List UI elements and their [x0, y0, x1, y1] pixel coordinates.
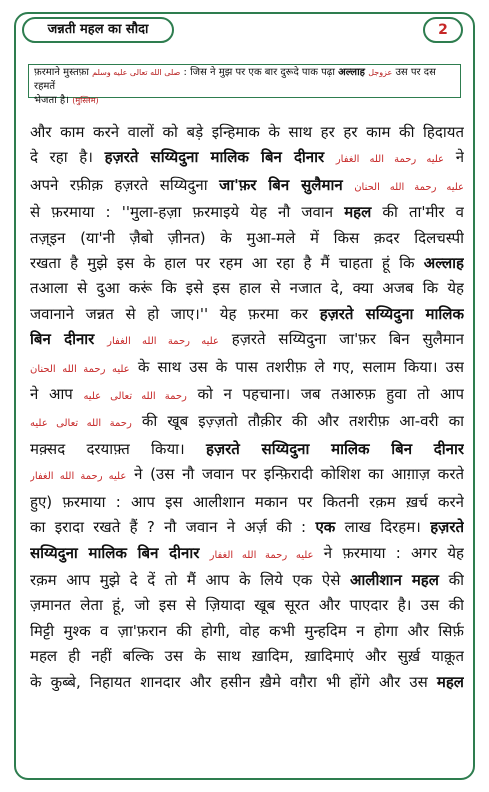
- hadith-text-c: भेजता है।: [34, 95, 70, 106]
- body-line: [30, 200, 464, 225]
- hadith-bold: अल्लाह: [338, 67, 365, 78]
- body-line: [30, 409, 464, 436]
- body-line: [30, 462, 464, 489]
- bold-run: हज़रते सय्यिदुना मालिक बिन दीनार: [206, 439, 464, 458]
- arabic-run: عليه رحمة الله الغفار: [30, 471, 127, 483]
- body-text: [30, 120, 464, 695]
- text-run: ने: [455, 148, 464, 167]
- body-line: [30, 541, 464, 568]
- text-run: की: [448, 570, 464, 589]
- body-line: [30, 145, 464, 172]
- bold-run: जा'फ़र बिन सुलैमान: [219, 175, 343, 194]
- body-line: [30, 327, 464, 354]
- text-run: रखता है मुझे इस के हाल पर रहम आ रहा है मैं चाहता हूं कि: [30, 254, 415, 273]
- arabic-run: عليه رحمة الله الغفار: [335, 154, 444, 166]
- arabic-run: عليه رحمة الله الغفار: [107, 336, 219, 348]
- text-run: अपने रफ़ीक़ हज़रते सय्यिदुना: [30, 175, 208, 194]
- body-line: [30, 173, 464, 200]
- text-run: हज़रते सय्यिदुना जा'फ़र बिन सुलैमान: [231, 330, 464, 349]
- arabic-run: عليه رحمة الله الحنان: [354, 181, 464, 193]
- body-line: [30, 644, 464, 669]
- body-line: [30, 302, 464, 327]
- text-run: जवानाने जन्नत से हो जाए।'' येह फ़रमा कर: [30, 304, 308, 323]
- text-run: लाख दिरहम।: [344, 518, 421, 537]
- bold-run: महल: [344, 203, 372, 222]
- text-run: को न पहचाना। जब तआरुफ़ हुवा तो आप: [197, 385, 464, 404]
- text-run: मक़्सद दरयाफ़्त किया।: [30, 439, 185, 458]
- hadith-line-2: [34, 94, 455, 108]
- body-line: [30, 382, 464, 409]
- page-number: 2: [423, 17, 463, 43]
- bold-run: आलीशान महल: [349, 570, 439, 589]
- bold-run: बिन दीनार: [30, 330, 95, 349]
- text-run: ने आप: [30, 385, 73, 404]
- arabic-salutation-2: عزوجل: [368, 68, 393, 77]
- text-run: और काम करने वालों को बड़े इन्हिमाक के साथ हर हर काम की हिदायत: [30, 123, 464, 141]
- text-run: ने फ़रमाया : अगर येह: [323, 543, 464, 562]
- hadith-box: [28, 64, 461, 106]
- text-run: मिट्टी मुश्क व ज़ा'फ़रान की होगी, वोह कभी मुन्हदिम न होगा और सिर्फ़: [30, 621, 464, 640]
- body-line: [30, 355, 464, 382]
- body-line: [30, 251, 464, 276]
- arabic-run: عليه رحمة الله الغفار: [209, 549, 314, 561]
- text-run: तज़्इन (या'नी ज़ैबो ज़ीनत) के मुआ-मले में किस क़दर दिलचस्पी: [30, 228, 464, 247]
- hadith-line-1: [34, 66, 455, 94]
- body-line: [30, 276, 464, 301]
- body-line: [30, 670, 464, 695]
- body-line: [30, 593, 464, 618]
- text-run: महल ही नहीं बल्कि उस के साथ ख़ादिम, ख़ादिमाएं और सुर्ख़ याक़ूत: [30, 647, 464, 666]
- text-run: की ता'मीर व: [382, 203, 464, 222]
- bold-run: हज़रते सय्यिदुना मालिक बिन दीनार: [104, 148, 325, 167]
- arabic-run: عليه رحمة الله الحنان: [30, 363, 130, 375]
- hadith-text-b: उस पर दस रहमतें: [34, 67, 436, 92]
- hadith-text-a: : जिस ने मुझ पर एक बार दुरूदे पाक पढ़ा: [183, 67, 335, 78]
- bold-run: हज़रते: [430, 518, 464, 537]
- text-run: दे रहा है।: [30, 148, 93, 167]
- hadith-source: (मुस्लिम): [72, 96, 99, 105]
- text-run: हुए) फ़रमाया : आप इस आलीशान मकान पर कितनी रक़म ख़र्च करने: [30, 492, 464, 511]
- text-run: के कुब्बे, निहायत शानदार और हसीन ख़ैमे वग़ैरा भी होंगे और उस: [30, 672, 428, 691]
- page-title: जन्नती महल का सौदा: [22, 17, 174, 43]
- text-run: के साथ उस के पास तशरीफ़ ले गए, सलाम किया। उस: [137, 357, 464, 376]
- body-line: [30, 490, 464, 515]
- body-line: [30, 515, 464, 540]
- body-line: [30, 120, 464, 145]
- body-line: [30, 437, 464, 462]
- bold-run: अल्लाह: [423, 254, 464, 273]
- arabic-run: رحمة الله تعالى عليه: [30, 418, 132, 430]
- bold-run: एक: [315, 518, 336, 537]
- bold-run: हज़रते सय्यिदुना मालिक: [319, 304, 464, 323]
- text-run: ने (उस नौ जवान पर इन्फ़िरादी कोशिश का आग़ाज़ करते: [134, 465, 464, 484]
- bold-run: महल: [436, 672, 464, 691]
- text-run: का इरादा रखते हैं ? नौ जवान ने अर्ज़ की :: [30, 518, 307, 537]
- text-run: ज़मानत लेता हूं, जो इस से ज़ियादा खूब सूरत और पाएदार है। उस की: [30, 596, 464, 615]
- bold-run: सय्यिदुना मालिक बिन दीनार: [30, 543, 200, 562]
- arabic-salutation: صلى الله تعالى عليه وسلم: [92, 68, 181, 77]
- body-line: [30, 568, 464, 593]
- arabic-run: رحمة الله تعالى عليه: [83, 391, 187, 403]
- text-run: से फ़रमाया : ''मुला-हज़ा फ़रमाइये येह नौ जवान: [30, 203, 334, 222]
- text-run: तआला से दुआ करूं कि इसे इस हाल से नजात दे, क्या अजब कि येह: [30, 279, 464, 298]
- body-line: [30, 619, 464, 644]
- hadith-label: फ़रमाने मुस्तफ़ा: [34, 67, 89, 78]
- text-run: रक़म आप मुझे दे दें तो मैं आप के लिये एक ऐसे: [30, 570, 341, 589]
- text-run: की खूब इज़्ज़तो तौक़ीर की और तशरीफ़ आ-वरी का: [141, 412, 464, 431]
- body-line: [30, 226, 464, 251]
